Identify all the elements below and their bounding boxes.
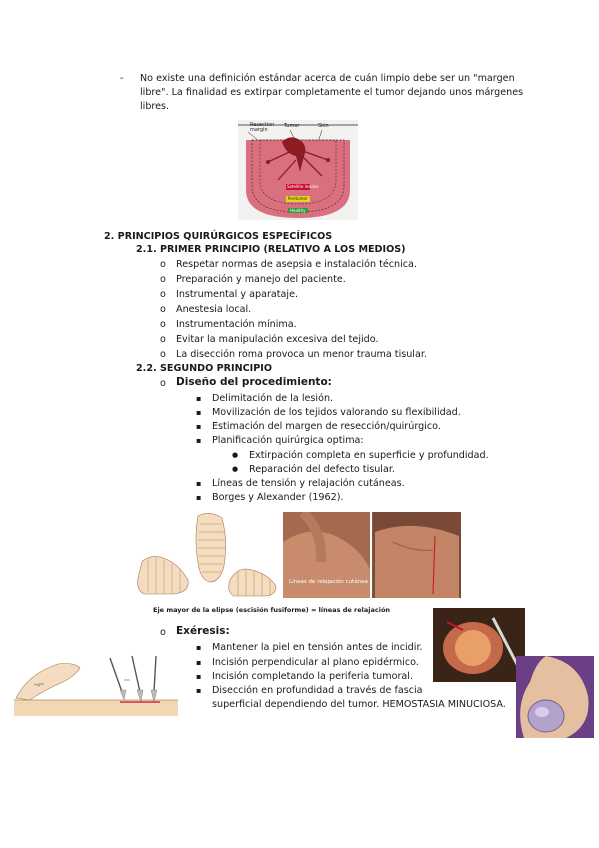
list-item: Extirpación completa en superficie y profundidad. [249, 450, 489, 461]
dot-bullet: ● [232, 451, 239, 459]
circle-bullet: o [160, 319, 166, 330]
tumor-margin-drawing [238, 120, 358, 220]
list-item: La disección roma provoca un menor trauma tisular. [176, 349, 427, 360]
intro-line-3: libres. [140, 101, 170, 112]
band-label-red: Satellite lesions [287, 184, 319, 189]
exeresis-heading: Exéresis: [176, 625, 230, 637]
label-resection: Resection [250, 122, 275, 128]
circle-bullet: o [160, 349, 166, 360]
square-bullet: ▪ [196, 643, 202, 652]
list-item: Disección en profundidad a través de fascia [212, 685, 423, 696]
figure-caption: Eje mayor de la elipse (escisión fusiforme) = líneas de relajación [153, 606, 391, 614]
dot-bullet: ● [232, 465, 239, 473]
list-item: Instrumentación mínima. [176, 319, 297, 330]
dash-bullet: - [120, 73, 124, 84]
list-item: Movilización de los tejidos valorando su flexibilidad. [212, 407, 461, 418]
square-bullet: ▪ [196, 493, 202, 502]
square-bullet: ▪ [196, 479, 202, 488]
surgery-photo [433, 608, 525, 682]
foot-lines-figure [134, 510, 280, 602]
foot-lesion-drawing [516, 656, 594, 738]
list-item: Incisión perpendicular al plano epidérmico. [212, 657, 419, 668]
square-bullet: ▪ [196, 394, 202, 403]
square-bullet: ▪ [196, 686, 202, 695]
list-item: Incisión completando la periferia tumoral. [212, 671, 414, 682]
list-item: Reparación del defecto tisular. [249, 464, 395, 475]
circle-bullet: o [160, 289, 166, 300]
hand-photo [283, 512, 461, 598]
intro-line-1: No existe una definición estándar acerca de cuán limpio debe ser un "margen [140, 73, 515, 84]
square-bullet: ▪ [196, 408, 202, 417]
circle-bullet: o [160, 259, 166, 270]
label-margin: margin [250, 127, 268, 133]
circle-bullet: o [160, 304, 166, 315]
list-item: Planificación quirúrgica optima: [212, 435, 364, 446]
scalpel-figure [14, 654, 178, 716]
circle-bullet: o [160, 334, 166, 345]
intro-line-2: libre". La finalidad es extirpar completamente el tumor dejando unos márgenes [140, 87, 524, 98]
list-item: Anestesia local. [176, 304, 252, 315]
circle-bullet: o [160, 627, 166, 638]
label-skin: Skin [318, 123, 329, 129]
list-item: Borges y Alexander (1962). [212, 492, 344, 503]
label-tumor: Tumor [284, 123, 300, 129]
band-label-yellow: Peritumor [288, 196, 308, 201]
band-label-green: Healthy [290, 208, 306, 213]
surgery-photo-drawing [433, 608, 525, 682]
list-item-continuation: superficial dependiendo del tumor. HEMOSTASIA MINUCIOSA. [212, 699, 506, 710]
list-item: Líneas de tensión y relajación cutáneas. [212, 478, 405, 489]
circle-bullet: o [160, 274, 166, 285]
subheading-second-principle: 2.2. SEGUNDO PRINCIPIO [136, 363, 272, 374]
square-bullet: ▪ [196, 436, 202, 445]
list-item: Delimitación de la lesión. [212, 393, 334, 404]
list-item: Respetar normas de asepsia e instalación técnica. [176, 259, 417, 270]
tumor-margin-figure [238, 120, 358, 220]
foot-lesion-photo [516, 656, 594, 738]
scalpel-drawing [14, 654, 178, 716]
list-item: Estimación del margen de resección/quirúrgico. [212, 421, 441, 432]
section-heading: 2. PRINCIPIOS QUIRÚRGICOS ESPECÍFICOS [104, 231, 333, 242]
square-bullet: ▪ [196, 422, 202, 431]
list-item: Mantener la piel en tensión antes de incidir. [212, 642, 423, 653]
foot-lines-drawing [134, 510, 280, 602]
square-bullet: ▪ [196, 672, 202, 681]
subheading-first-principle: 2.1. PRIMER PRINCIPIO (RELATIVO A LOS MEDIOS) [136, 244, 406, 255]
list-item: Preparación y manejo del paciente. [176, 274, 346, 285]
circle-bullet: o [160, 378, 166, 389]
photo-caption: Líneas de relajación cutánea [289, 579, 368, 585]
list-item: Instrumental y aparataje. [176, 289, 299, 300]
design-heading: Diseño del procedimiento: [176, 376, 332, 388]
square-bullet: ▪ [196, 658, 202, 667]
list-item: Evitar la manipulación excesiva del tejido. [176, 334, 379, 345]
